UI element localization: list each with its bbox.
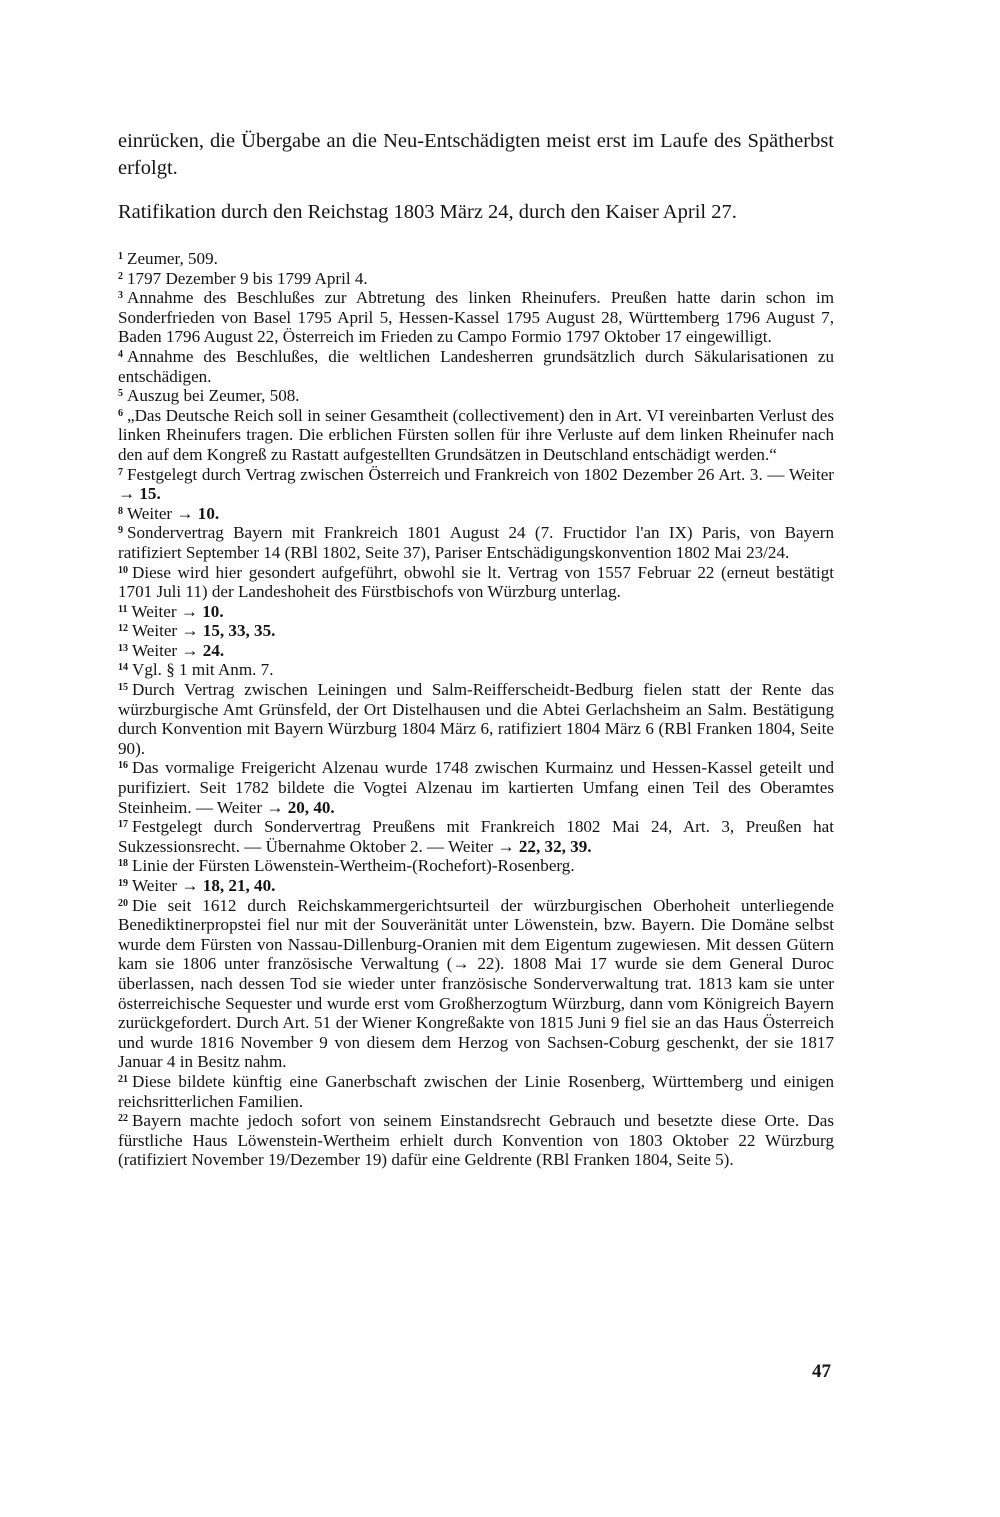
- footnotes: [118, 249, 834, 1170]
- footnote-text: Zeumer, 509.: [127, 249, 218, 268]
- footnote: [118, 856, 834, 876]
- footnote-text: Weiter: [131, 601, 181, 621]
- footnote-number: 3: [118, 290, 123, 302]
- footnote: [118, 758, 834, 817]
- footnote-number: 8: [118, 505, 123, 517]
- footnote: [118, 288, 834, 347]
- footnote: [118, 465, 834, 504]
- footnote-number: 4: [118, 348, 123, 360]
- footnote: [118, 386, 834, 406]
- footnote-text: Diese wird hier gesondert aufgeführt, obwohl sie lt. Vertrag von 1557 Februar 22 (erneut bestätigt 1701 Juli 11) der Landeshoheit des Fürstbischofs von Würzburg unterlag.: [118, 562, 834, 602]
- footnote: [118, 406, 834, 465]
- footnote-text: Das vormalige Freigericht Alzenau wurde 1748 zwischen Kurmainz und Hessen-Kassel geteilt und purifiziert. Seit 1782 bildete die Vogtei Alzenau im kartierten Umfang einen Teil des Oberamtes Steinheim. — Weiter: [118, 758, 834, 817]
- footnote: [118, 1111, 834, 1170]
- footnote-text: Festgelegt durch Vertrag zwischen Österreich und Frankreich von 1802 Dezember 26 Art. 3. — Weiter: [127, 464, 834, 484]
- footnote: [118, 1072, 834, 1111]
- footnote-number: 13: [118, 642, 128, 654]
- footnote-text: Diese bildete künftig eine Ganerbschaft zwischen der Linie Rosenberg, Württemberg und einigen reichsritterlichen Familien.: [118, 1071, 834, 1111]
- footnote-cross-reference: → 18, 21, 40.: [181, 876, 276, 895]
- footnote: [118, 269, 834, 289]
- footnote-text: Weiter: [132, 640, 182, 660]
- footnote-number: 2: [118, 270, 123, 282]
- footnote: [118, 876, 834, 896]
- footnote-number: 11: [118, 603, 128, 615]
- footnote-text: Sondervertrag Bayern mit Frankreich 1801 August 24 (7. Fructidor l'an IX) Paris, von Bayern ratifiziert September 14 (RBl 1802, Seite 37), Pariser Entschädigungskonvention 1802 Mai 23/24.: [118, 523, 834, 562]
- footnote-number: 22: [118, 1113, 128, 1125]
- footnote-number: 17: [118, 819, 128, 831]
- footnote-number: 15: [118, 682, 128, 694]
- footnote-cross-reference: → 15.: [118, 484, 161, 504]
- footnote: [118, 504, 834, 524]
- footnote-text: Weiter: [132, 876, 182, 895]
- footnote-text: Durch Vertrag zwischen Leiningen und Salm-Reifferscheidt-Bedburg fielen statt der Rente das würzburgische Amt Grünsfeld, der Ort Distelhausen und die Abtei Gerlachsheim an Salm. Bestätigung durch Konvention mit Bayern Würzburg 1804 März 6, ratifiziert 1804 März 6 (RBl Franken 1804, Seite 90).: [118, 680, 834, 758]
- footnote-number: 16: [118, 760, 128, 772]
- footnote-cross-reference: → 10.: [180, 601, 224, 621]
- footnote-number: 7: [118, 466, 123, 478]
- footnote-text: 1797 Dezember 9 bis 1799 April 4.: [127, 268, 368, 288]
- footnote: [118, 347, 834, 386]
- footnote-number: 20: [118, 897, 128, 909]
- footnote: [118, 523, 834, 562]
- footnote: [118, 563, 834, 602]
- continuation-paragraph: einrücken, die Übergabe an die Neu-Entschädigten meist erst im Laufe des Spätherbst erfolgt.: [118, 130, 834, 179]
- footnote-text: Weiter: [127, 503, 177, 523]
- footnote: [118, 896, 834, 1072]
- footnote-cross-reference: → 24.: [181, 640, 225, 660]
- footnote-cross-reference: → 15, 33, 35.: [181, 621, 276, 641]
- footnote-number: 18: [118, 858, 128, 870]
- footnote-number: 9: [118, 525, 123, 537]
- footnote-cross-reference: → 10.: [176, 503, 220, 523]
- footnote-text: Weiter: [132, 621, 182, 641]
- footnote: [118, 249, 834, 269]
- footnote: [118, 680, 834, 758]
- footnote-number: 14: [118, 662, 128, 674]
- footnote-number: 19: [118, 878, 128, 889]
- footnote: [118, 817, 834, 856]
- footnote-text: „Das Deutsche Reich soll in seiner Gesamtheit (collectivement) den in Art. VI vereinbarten Verlust des linken Rheinufers tragen. Die erblichen Fürsten sollen für ihre Verluste auf dem linken Rheinufer nach den auf dem Kongreß zu Rastatt aufgestellten Grundsätzen in Deutschland entschädigt werden.“: [118, 405, 834, 464]
- footnote-text: Linie der Fürsten Löwenstein-Wertheim-(Rochefort)-Rosenberg.: [132, 856, 575, 876]
- footnote-text: Annahme des Beschlußes, die weltlichen Landesherren grundsätzlich durch Säkularisationen zu entschädigen.: [118, 346, 834, 386]
- footnote-cross-reference: → 20, 40.: [266, 797, 335, 817]
- footnote-text: Annahme des Beschlußes zur Abtretung des linken Rheinufers. Preußen hatte darin schon im Sonderfrieden von Basel 1795 April 5, Hessen-Kassel 1795 August 28, Württemberg 1796 August 7, Baden 1796 August 22, Österreich im Frieden zu Campo Formio 1797 Oktober 17 eingewilligt.: [118, 288, 834, 347]
- footnote-number: 1: [118, 251, 123, 262]
- footnote-number: 5: [118, 388, 123, 400]
- footnote-number: 10: [118, 564, 128, 576]
- footnote-number: 21: [118, 1073, 128, 1085]
- footnote-text: Die seit 1612 durch Reichskammergerichtsurteil der würzburgischen Oberhoheit unterliegende Benediktinerpropstei fiel nur mit der Souveränität unter Löwenstein, bzw. Bayern. Die Domäne selbst wurde dem Fürsten von Nassau-Dillenburg-Oranien mit dem Eigentum zugewiesen. Mit dessen Gütern kam sie 1806 unter französische Verwaltung (→ 22). 1808 Mai 17 wurde sie dem General Duroc überlassen, nach dessen Tod sie wieder unter französische Sonderverwaltung trat. 1813 kam sie unter österreichische Sequester und wurde erst vom Großherzogtum Würzburg, dann vom Königreich Bayern zurückgefordert. Durch Art. 51 der Wiener Kongreßakte von 1815 Juni 9 fiel sie an das Haus Österreich und wurde 1816 November 9 von diesem dem Herzog von Sachsen-Coburg geschenkt, der sie 1817 Januar 4 in Besitz nahm.: [118, 895, 834, 1072]
- footnote-text: Auszug bei Zeumer, 508.: [127, 386, 300, 406]
- footnote: [118, 602, 834, 622]
- page-number: 47: [812, 1361, 831, 1382]
- footnote-text: Festgelegt durch Sondervertrag Preußens mit Frankreich 1802 Mai 24, Art. 3, Preußen hat Sukzessionsrecht. — Übernahme Oktober 2. — Weiter: [118, 817, 834, 856]
- footnote: [118, 621, 834, 641]
- footnote-number: 12: [118, 623, 128, 635]
- footnote-text: Bayern machte jedoch sofort von seinem Einstandsrecht Gebrauch und besetzte diese Orte. Das fürstliche Haus Löwenstein-Wertheim erhielt durch Konvention von 1803 Oktober 22 Würzburg (ratifiziert November 19/Dezember 19) dafür eine Geldrente (RBl Franken 1804, Seite 5).: [118, 1111, 834, 1170]
- footnote-number: 6: [118, 407, 123, 419]
- footnote-cross-reference: → 22, 32, 39.: [497, 836, 592, 856]
- ratification-line: Ratifikation durch den Reichstag 1803 März 24, durch den Kaiser April 27.: [118, 201, 737, 223]
- footnote: [118, 641, 834, 661]
- page-content: [118, 128, 834, 1170]
- footnote-text: Vgl. § 1 mit Anm. 7.: [132, 660, 274, 680]
- footnote: [118, 660, 834, 680]
